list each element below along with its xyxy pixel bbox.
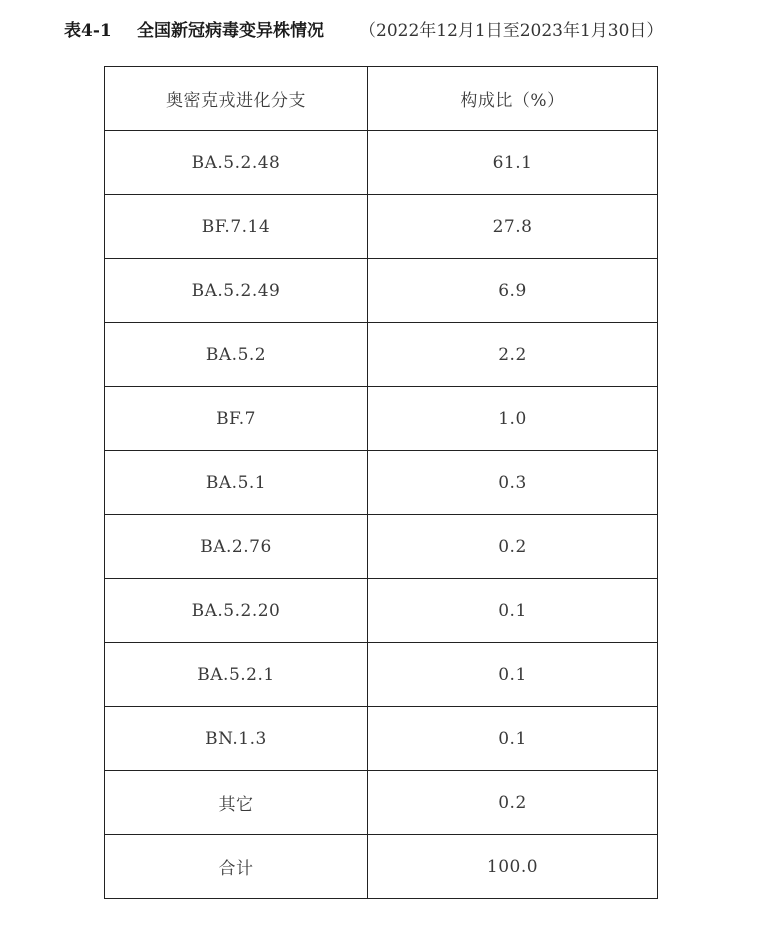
variant-table	[104, 66, 658, 899]
column-header-lineage: 奥密克戎进化分支	[105, 67, 368, 131]
share-cell: 1.0	[368, 387, 658, 451]
lineage-cell: BA.5.2.1	[105, 643, 368, 707]
share-cell: 0.1	[368, 579, 658, 643]
lineage-cell: BF.7	[105, 387, 368, 451]
table-row	[105, 387, 658, 451]
share-cell: 61.1	[368, 131, 658, 195]
share-cell: 0.2	[368, 515, 658, 579]
table-row	[105, 579, 658, 643]
total-value-cell: 100.0	[368, 835, 658, 899]
lineage-cell: BA.5.2	[105, 323, 368, 387]
table-row	[105, 259, 658, 323]
lineage-cell: BN.1.3	[105, 707, 368, 771]
table-number: 表4-1	[64, 21, 112, 41]
table-caption	[0, 16, 773, 46]
share-cell: 0.1	[368, 707, 658, 771]
lineage-cell: BF.7.14	[105, 195, 368, 259]
table-title: 全国新冠病毒变异株情况	[137, 21, 324, 41]
share-cell: 6.9	[368, 259, 658, 323]
table-row-total	[105, 835, 658, 899]
lineage-cell: BA.5.2.48	[105, 131, 368, 195]
table-row-other	[105, 771, 658, 835]
table-row	[105, 643, 658, 707]
table-date-range: （2022年12月1日至2023年1月30日）	[359, 21, 664, 41]
share-cell: 0.1	[368, 643, 658, 707]
table-row	[105, 323, 658, 387]
table-row	[105, 131, 658, 195]
share-cell: 2.2	[368, 323, 658, 387]
lineage-cell: BA.5.1	[105, 451, 368, 515]
table-row	[105, 195, 658, 259]
table-header-row	[105, 67, 658, 131]
lineage-cell: 其它	[105, 771, 368, 835]
table-row	[105, 451, 658, 515]
table-row	[105, 515, 658, 579]
column-header-share: 构成比（%）	[368, 67, 658, 131]
share-cell: 0.3	[368, 451, 658, 515]
total-label-cell: 合计	[105, 835, 368, 899]
share-cell: 27.8	[368, 195, 658, 259]
table-row	[105, 707, 658, 771]
lineage-cell: BA.2.76	[105, 515, 368, 579]
lineage-cell: BA.5.2.20	[105, 579, 368, 643]
lineage-cell: BA.5.2.49	[105, 259, 368, 323]
share-cell: 0.2	[368, 771, 658, 835]
